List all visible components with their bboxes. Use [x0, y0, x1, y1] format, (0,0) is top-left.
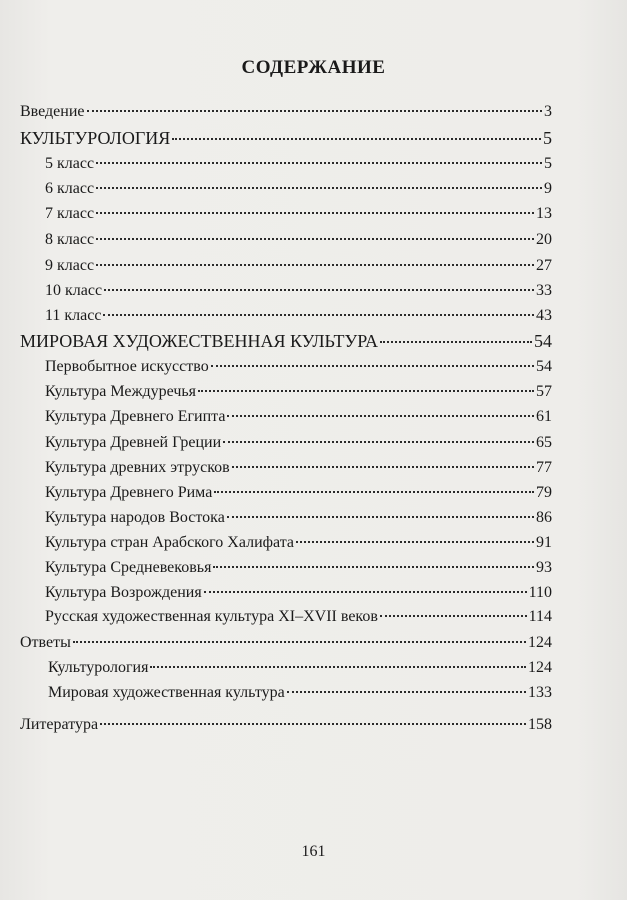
toc-entry-label: 8 класс [45, 231, 95, 248]
toc-entry-page: 158 [528, 716, 552, 733]
dot-leader [172, 138, 541, 140]
toc-entry-page: 54 [534, 331, 552, 351]
toc-entry-page: 91 [536, 534, 552, 551]
toc-entry-label: 10 класс [45, 282, 103, 299]
toc-entry [45, 202, 552, 226]
dot-leader [223, 441, 534, 443]
toc-entry-label: Мировая художественная культура [48, 684, 285, 701]
toc-entry-label: Введение [20, 103, 85, 120]
toc-entry-page: 54 [536, 358, 552, 375]
toc-entry-page: 93 [536, 559, 552, 576]
toc-entry-label: Культура стран Арабского Халифата [45, 534, 294, 551]
toc-entry-page: 3 [544, 103, 552, 120]
dot-leader [287, 691, 526, 693]
toc-entry [45, 456, 552, 480]
toc-entry-page: 65 [536, 434, 552, 451]
toc-entry-page: 86 [536, 509, 552, 526]
toc-entry-page: 27 [536, 257, 552, 274]
dot-leader [380, 615, 527, 617]
toc-entry [45, 152, 552, 176]
dot-leader [227, 415, 534, 417]
toc-entry [48, 656, 552, 680]
toc-entry-label: Культура Древнего Египта [45, 408, 226, 425]
toc-entry-page: 9 [544, 180, 552, 197]
toc-entry-page: 5 [543, 128, 552, 148]
dot-leader [96, 162, 542, 164]
dot-leader [96, 238, 534, 240]
dot-leader [211, 365, 534, 367]
toc-entry [45, 431, 552, 455]
toc-entry-label: Культура Древней Греции [45, 434, 222, 451]
dot-leader [380, 341, 532, 343]
toc-entry [45, 380, 552, 404]
dot-leader [104, 289, 534, 291]
toc-entry [45, 228, 552, 252]
dot-leader [296, 541, 534, 543]
toc-entry [45, 556, 552, 580]
toc-entry-label: Культура Древнего Рима [45, 484, 213, 501]
toc-entry-label: Культура народов Востока [45, 509, 225, 526]
toc-entry-page: 77 [536, 459, 552, 476]
toc-entry [45, 304, 552, 328]
dot-leader [100, 723, 526, 725]
toc-entry-page: 114 [528, 608, 552, 625]
toc-entry-page: 124 [528, 659, 552, 676]
toc-entry [45, 405, 552, 429]
page-number: 161 [301, 843, 326, 860]
dot-leader [227, 516, 534, 518]
dot-leader [96, 187, 542, 189]
dot-leader [96, 264, 534, 266]
toc-entry [20, 126, 552, 150]
toc-entry [20, 713, 552, 737]
toc-entry [45, 581, 552, 605]
toc-entry-label: 7 класс [45, 205, 95, 222]
toc-entry-page: 57 [536, 383, 552, 400]
toc-entry [45, 506, 552, 530]
toc-entry [45, 355, 552, 379]
dot-leader [87, 110, 543, 112]
toc-entry-label: 9 класс [45, 257, 95, 274]
toc-entry-page: 43 [536, 307, 552, 324]
toc-entry-label: Культура Средневековья [45, 559, 212, 576]
toc-entry-page: 5 [544, 155, 552, 172]
toc-entry-page: 79 [536, 484, 552, 501]
toc-entry-label: МИРОВАЯ ХУДОЖЕСТВЕННАЯ КУЛЬТУРА [20, 331, 378, 351]
toc-entry-label: Культура древних этрусков [45, 459, 230, 476]
toc-entry [45, 254, 552, 278]
dot-leader [214, 491, 534, 493]
toc-entry-label: 6 класс [45, 180, 95, 197]
toc-entry-page: 13 [536, 205, 552, 222]
dot-leader [150, 666, 526, 668]
toc-entry [48, 681, 552, 705]
dot-leader [204, 591, 527, 593]
toc-entry-label: Ответы [20, 634, 71, 651]
toc-entry-label: Первобытное искусство [45, 358, 209, 375]
dot-leader [213, 566, 534, 568]
toc-entry-label: Литература [20, 716, 99, 733]
toc-entry-page: 20 [536, 231, 552, 248]
toc-entry-page: 133 [528, 684, 552, 701]
toc-entry [45, 531, 552, 555]
dot-leader [103, 314, 534, 316]
toc-entry-page: 110 [528, 584, 552, 601]
toc-entry-page: 33 [536, 282, 552, 299]
toc-entry [20, 329, 552, 353]
toc-entry [45, 177, 552, 201]
toc-entry-label: Культура Междуречья [45, 383, 197, 400]
toc-entry-label: КУЛЬТУРОЛОГИЯ [20, 128, 171, 148]
toc-entry [20, 100, 552, 124]
toc-entry-label: Культурология [48, 659, 149, 676]
toc-entry-page: 61 [536, 408, 552, 425]
page-title: СОДЕРЖАНИЕ [241, 57, 386, 78]
toc-entry-label: 5 класс [45, 155, 95, 172]
toc-entry-label: Культура Возрождения [45, 584, 202, 601]
dot-leader [198, 390, 534, 392]
toc-entry-label: 11 класс [45, 307, 102, 324]
dot-leader [232, 466, 534, 468]
toc-entry-label: Русская художественная культура XI–XVII веков [45, 608, 378, 625]
toc-entry [20, 631, 552, 655]
toc-entry [45, 279, 552, 303]
dot-leader [96, 212, 534, 214]
toc-entry-page: 124 [528, 634, 552, 651]
toc-entry [45, 605, 552, 629]
toc-entry [45, 481, 552, 505]
dot-leader [73, 641, 526, 643]
